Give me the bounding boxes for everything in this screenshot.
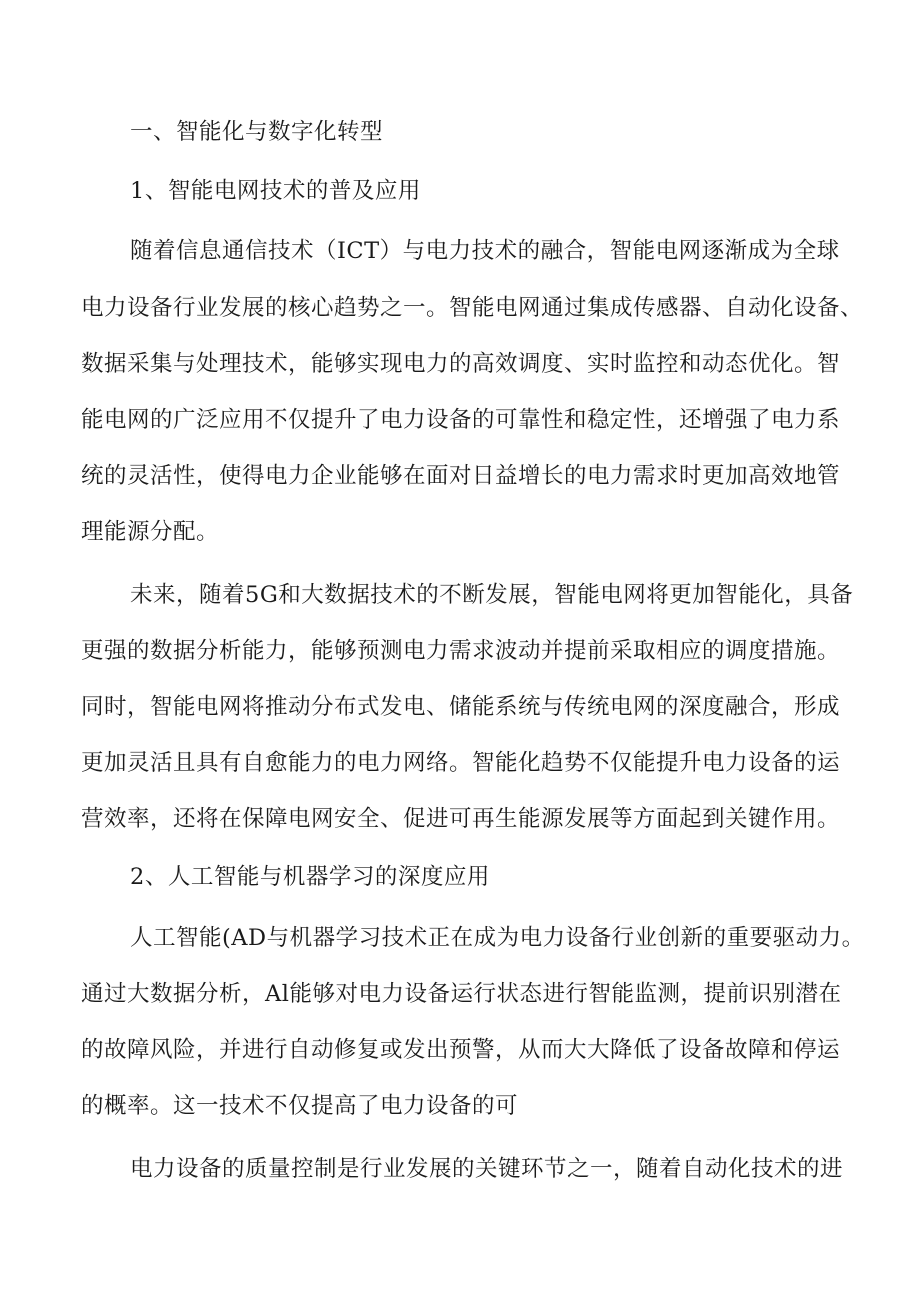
paragraph-line: 统的灵活性，使得电力企业能够在面对日益增长的电力需求时更加高效地管 — [81, 463, 841, 489]
paragraph-line: 人工智能(AD与机器学习技术正在成为电力设备行业创新的重要驱动力。 — [130, 925, 865, 951]
paragraph-line: 通过大数据分析，Al能够对电力设备运行状态进行智能监测，提前识别潜在 — [81, 981, 842, 1007]
paragraph-line: 未来，随着5G和大数据技术的不断发展，智能电网将更加智能化，具备 — [130, 582, 854, 608]
paragraph-line: 更强的数据分析能力，能够预测电力需求波动并提前采取相应的调度措施。 — [81, 638, 841, 664]
paragraph-line: 数据采集与处理技术，能够实现电力的高效调度、实时监控和动态优化。智 — [81, 351, 841, 377]
paragraph-line: 营效率，还将在保障电网安全、促进可再生能源发展等方面起到关键作用。 — [81, 806, 841, 832]
paragraph-line: 的概率。这一技术不仅提高了电力设备的可 — [81, 1093, 519, 1119]
subsection-heading: 2、人工智能与机器学习的深度应用 — [130, 864, 490, 890]
paragraph-line: 的故障风险，并进行自动修复或发出预警，从而大大降低了设备故障和停运 — [81, 1037, 841, 1063]
paragraph-line: 更加灵活且具有自愈能力的电力网络。智能化趋势不仅能提升电力设备的运 — [81, 750, 841, 776]
paragraph-line: 同时，智能电网将推动分布式发电、储能系统与传统电网的深度融合，形成 — [81, 694, 841, 720]
paragraph-line: 电力设备的质量控制是行业发展的关键环节之一，随着自动化技术的进 — [130, 1156, 844, 1182]
paragraph-line: 电力设备行业发展的核心趋势之一。智能电网通过集成传感器、自动化设备、 — [81, 295, 864, 321]
subsection-heading: 1、智能电网技术的普及应用 — [130, 178, 421, 204]
paragraph-line: 能电网的广泛应用不仅提升了电力设备的可靠性和稳定性，还增强了电力系 — [81, 407, 841, 433]
section-heading: 一、智能化与数字化转型 — [130, 119, 384, 145]
paragraph-line: 理能源分配。 — [81, 519, 220, 545]
paragraph-line: 随着信息通信技术（ICT）与电力技术的融合，智能电网逐渐成为全球 — [130, 238, 840, 264]
